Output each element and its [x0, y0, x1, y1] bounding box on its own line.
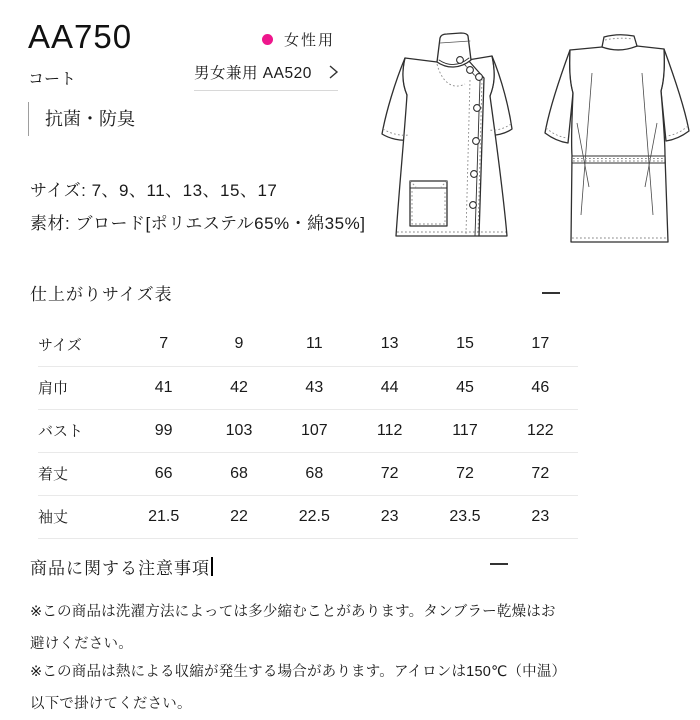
- row-label: バスト: [38, 409, 126, 452]
- gender-label: 女性用: [284, 32, 336, 49]
- gender-indicator: [262, 29, 335, 50]
- table-row: [38, 409, 578, 452]
- size-table-cell: 22.5: [277, 495, 352, 538]
- table-row: [38, 452, 578, 495]
- size-table-cell: 112: [352, 409, 427, 452]
- size-table-cell: 22: [201, 495, 276, 538]
- product-category: コート: [28, 71, 77, 88]
- size-section-header[interactable]: [30, 280, 670, 305]
- size-table-cell: 68: [201, 452, 276, 495]
- size-table-header-cell: 9: [201, 323, 276, 366]
- garment-back-illustration: [541, 25, 693, 249]
- size-table: [38, 323, 578, 539]
- size-table-cell: 72: [427, 452, 502, 495]
- notes-section-header[interactable]: [30, 554, 670, 579]
- size-table-cell: 66: [126, 452, 201, 495]
- row-label: 袖丈: [38, 495, 126, 538]
- product-code: AA750: [28, 18, 133, 55]
- table-row: [38, 495, 578, 538]
- size-table-cell: 23: [503, 495, 578, 538]
- row-label: 肩巾: [38, 366, 126, 409]
- size-table-cell: 23.5: [427, 495, 502, 538]
- size-table-header-cell: 15: [427, 323, 502, 366]
- material-line: 素材: ブロード[ポリエステル65%・綿35%]: [30, 214, 366, 233]
- size-table-cell: 68: [277, 452, 352, 495]
- size-table-cell: 42: [201, 366, 276, 409]
- size-section-title: 仕上がりサイズ表: [30, 285, 173, 304]
- row-label: 着丈: [38, 452, 126, 495]
- note-line: 避けください。: [30, 636, 133, 652]
- table-row: [38, 366, 578, 409]
- size-table-header-cell: 11: [277, 323, 352, 366]
- female-indicator-dot: [262, 34, 273, 45]
- size-table-cell: 41: [126, 366, 201, 409]
- size-table-cell: 46: [503, 366, 578, 409]
- size-table-cell: 72: [352, 452, 427, 495]
- size-table-cell: 99: [126, 409, 201, 452]
- note-line: ※この商品は熱による収縮が発生する場合があります。アイロンは150℃（中温）: [30, 664, 567, 680]
- size-table-cell: 72: [503, 452, 578, 495]
- size-table-cell: 23: [352, 495, 427, 538]
- note-line: 以下で掛けてください。: [30, 696, 192, 712]
- note-line: ※この商品は洗濯方法によっては多少縮むことがあります。タンブラー乾燥はお: [30, 604, 556, 620]
- care-note: [30, 656, 566, 720]
- size-table-header-cell: 13: [352, 323, 427, 366]
- related-product-label: 男女兼用 AA520: [194, 65, 312, 82]
- size-table-header-cell: 7: [126, 323, 201, 366]
- size-table-cell: 45: [427, 366, 502, 409]
- care-note: [30, 596, 556, 660]
- garment-front-illustration: [363, 20, 523, 248]
- collapse-minus-icon[interactable]: [490, 563, 508, 565]
- notes-section-title: 商品に関する注意事項: [30, 559, 210, 578]
- size-table-cell: 21.5: [126, 495, 201, 538]
- size-table-header-row: [38, 323, 578, 366]
- size-table-header-cell: 17: [503, 323, 578, 366]
- sizes-line: サイズ: 7、9、11、13、15、17: [30, 181, 278, 200]
- size-table-cell: 44: [352, 366, 427, 409]
- size-table-cell: 117: [427, 409, 502, 452]
- size-table-cell: 107: [277, 409, 352, 452]
- chevron-right-icon: [329, 65, 338, 79]
- size-table-cell: 43: [277, 366, 352, 409]
- text-cursor: [211, 557, 213, 576]
- size-table-cell: 122: [503, 409, 578, 452]
- collapse-minus-icon[interactable]: [542, 292, 560, 294]
- size-table-header-cell: サイズ: [38, 323, 126, 366]
- size-table-cell: 103: [201, 409, 276, 452]
- feature-badge: 抗菌・防臭: [28, 102, 135, 136]
- related-product-link[interactable]: [194, 61, 338, 91]
